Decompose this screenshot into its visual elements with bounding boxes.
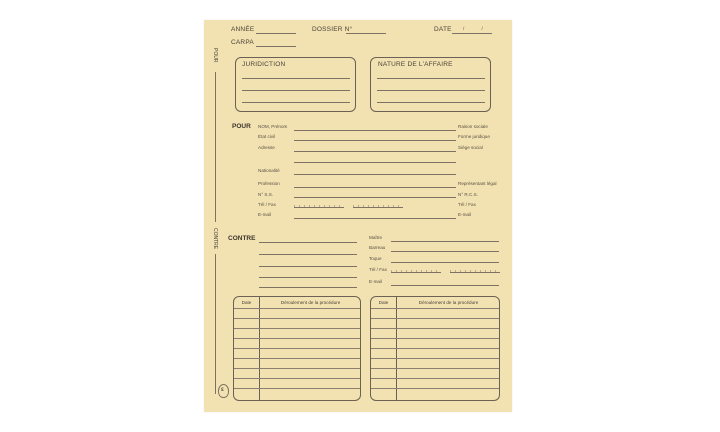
contre-email-label: E-mail (369, 279, 383, 284)
pour-tel-ticks[interactable] (294, 204, 344, 208)
annee-label: ANNÉE (231, 26, 255, 33)
pour-nom-label: NOM, Prénom (258, 124, 288, 129)
table-right-date-header: Date (378, 300, 389, 305)
pour-nom-field[interactable] (294, 130, 456, 131)
pour-right-telfax-label: Tél / Fax (458, 202, 476, 207)
contre-title: CONTRE (228, 235, 256, 242)
table-row (371, 318, 499, 319)
date-slashes: / / (463, 26, 491, 31)
contre-maitre-label: Maître (369, 235, 383, 240)
table-row (234, 368, 360, 369)
procedure-table-left[interactable] (233, 296, 361, 401)
pour-email-label: E-mail (258, 212, 272, 217)
pour-etat-civil-label: État civil (258, 134, 276, 139)
pour-telfax-label: Tél / Fax (258, 202, 276, 207)
table-row (234, 358, 360, 359)
date-label: DATE (434, 26, 452, 33)
contre-field-5[interactable] (259, 287, 357, 288)
table-row (234, 338, 360, 339)
contre-maitre-field[interactable] (391, 241, 499, 242)
pour-siege-social-label: Siège social (458, 145, 483, 150)
pour-adresse-label: Adresse (258, 145, 275, 150)
table-row (371, 308, 499, 309)
contre-toque-label: Toque (369, 256, 382, 261)
contre-fax-ticks[interactable] (450, 269, 500, 273)
pour-title: POUR (232, 123, 251, 130)
pour-adresse-field-1[interactable] (294, 151, 456, 152)
table-row (234, 308, 360, 309)
side-divider-bottom (215, 254, 216, 394)
pour-representant-label: Représentant légal (458, 181, 497, 186)
date-field[interactable] (452, 33, 492, 34)
table-row (234, 328, 360, 329)
pour-email-field[interactable] (294, 218, 456, 219)
carpa-label: CARPA (231, 39, 254, 46)
pour-profession-field[interactable] (294, 187, 456, 188)
table-left-date-header: Date (241, 300, 252, 305)
table-row (371, 348, 499, 349)
contre-tel-ticks[interactable] (391, 269, 441, 273)
contre-barreau-field[interactable] (391, 251, 499, 252)
contre-barreau-label: Barreau (369, 245, 386, 250)
side-contre-label: CONTRE (212, 228, 218, 250)
table-right-deroulement-header: Déroulement de la procédure (418, 300, 479, 305)
contre-email-field[interactable] (391, 285, 499, 286)
dossier-field[interactable] (346, 33, 386, 34)
juridiction-label: JURIDICTION (242, 61, 286, 68)
pour-adresse-field-2[interactable] (294, 162, 456, 163)
table-row (371, 388, 499, 389)
pour-forme-juridique-label: Forme juridique (458, 134, 490, 139)
contre-telfax-label: Tél / Fax (369, 267, 387, 272)
pour-raison-sociale-label: Raison sociale (458, 124, 488, 129)
table-row (371, 368, 499, 369)
contre-field-1[interactable] (259, 242, 357, 243)
dossier-label: DOSSIER N° (312, 26, 353, 33)
table-row (371, 338, 499, 339)
table-row (234, 318, 360, 319)
nature-line-3 (377, 102, 485, 103)
side-pour-label: POUR (212, 48, 218, 63)
pour-fax-ticks[interactable] (353, 204, 403, 208)
pour-profession-label: Profession (258, 181, 280, 186)
table-row (234, 388, 360, 389)
nature-label: NATURE DE L'AFFAIRE (378, 61, 453, 68)
carpa-field[interactable] (256, 46, 296, 47)
pour-ss-label: N° S.S. (258, 192, 274, 197)
pour-nationalite-field[interactable] (294, 174, 456, 175)
table-row (371, 358, 499, 359)
pour-etat-civil-field[interactable] (294, 140, 456, 141)
procedure-table-right[interactable] (370, 296, 500, 401)
brand-logo-icon: ε (218, 384, 229, 398)
pour-nationalite-label: Nationalité (258, 168, 280, 173)
nature-line-2 (377, 90, 485, 91)
annee-field[interactable] (256, 33, 296, 34)
contre-field-3[interactable] (259, 266, 357, 267)
juridiction-line-3 (242, 102, 350, 103)
contre-toque-field[interactable] (391, 262, 499, 263)
side-divider-top (215, 72, 216, 222)
table-left-deroulement-header: Déroulement de la procédure (280, 300, 341, 305)
pour-ss-field[interactable] (294, 197, 456, 198)
table-row (234, 348, 360, 349)
juridiction-line-1 (242, 78, 350, 79)
table-row (371, 378, 499, 379)
juridiction-line-2 (242, 90, 350, 91)
nature-line-1 (377, 78, 485, 79)
table-row (371, 328, 499, 329)
contre-field-4[interactable] (259, 277, 357, 278)
pour-rcs-label: N° R.C.S. (458, 192, 478, 197)
pour-right-email-label: E-mail (458, 212, 472, 217)
table-row (234, 378, 360, 379)
contre-field-2[interactable] (259, 254, 357, 255)
